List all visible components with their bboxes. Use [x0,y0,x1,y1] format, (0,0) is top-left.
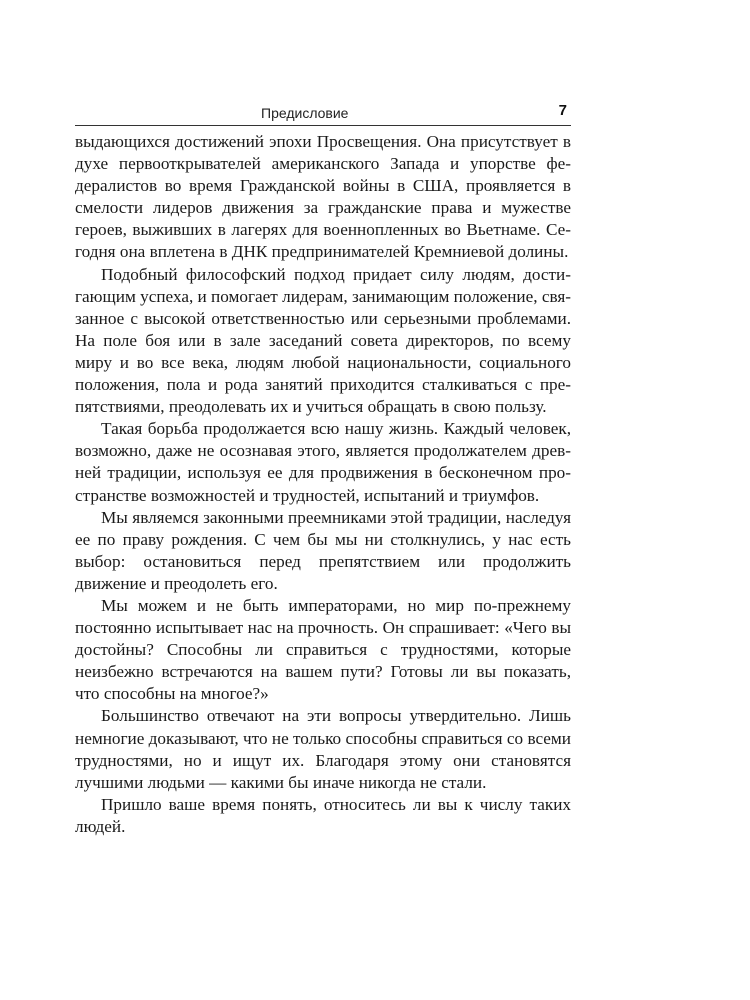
page-number: 7 [558,102,567,119]
header-rule [75,125,571,126]
paragraph: Большинство отвечают на эти вопросы утвердительно. Лишь немногие доказывают, что не только способны справиться со всеми трудностями, но и ищут их. Благодаря этому они становятся лучшими людьми — какими бы иначе никогда не стали. [75,706,571,792]
paragraph: Подобный философский подход придает силу людям, достигающим успеха, и помогает лидерам, занимающим положение, связанное с высокой ответственностью или серьезными проблемами. На поле боя или в зале заседаний совета директоров, по всему миру и во все века, людям любой национальности, социального положения, пола и рода занятий приходится сталкиваться с препятствиями, преодолевать их и учиться обращать в свою пользу. [75,264,571,417]
paragraph: Мы являемся законными преемниками этой традиции, наследуя ее по праву рождения. С чем бы мы ни столкнулись, у нас есть выбор: остановиться перед препятствием или продолжить движение и преодолеть его. [75,507,571,593]
running-header [75,104,571,126]
section-title: Предисловие [261,105,349,121]
paragraph: Такая борьба продолжается всю нашу жизнь. Каждый человек, возможно, даже не осознавая этого, является продолжателем древней традиции, используя ее для продвижения в бесконечном пространстве возможностей и трудностей, испытаний и триумфов. [75,419,571,505]
body-text [75,131,571,838]
paragraph: Мы можем и не быть императорами, но мир по-прежнему постоянно испытывает нас на прочность. Он спрашивает: «Чего вы достойны? Способны ли справиться с трудностями, которые неизбежно встречаются на вашем пути? Готовы ли вы показать, что способны на многое?» [75,595,571,704]
paragraph-continued: выдающихся достижений эпохи Просвещения. Она присутствует в духе первооткрывателей американского Запада и упорстве федералистов во время Гражданской войны в США, проявляется в смелости лидеров движения за гражданские права и мужестве героев, выживших в лагерях для военнопленных во Вьетнаме. Сегодня она вплетена в ДНК предпринимателей Кремниевой долины. [75,132,571,262]
paragraph: Пришло ваше время понять, относитесь ли вы к числу таких людей. [75,794,571,836]
